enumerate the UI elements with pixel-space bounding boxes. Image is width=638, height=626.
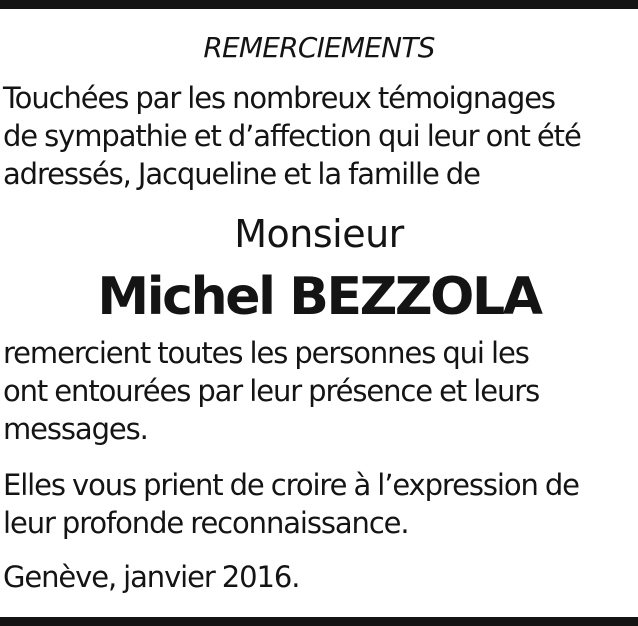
place-and-date: [3, 558, 635, 596]
closing-paragraph: [3, 466, 635, 542]
thanks-line: remercient toutes les personnes qui les: [3, 336, 529, 370]
deceased-name: Michel BEZZOLA: [97, 267, 541, 327]
closing-line: leur profonde reconnaissance.: [3, 506, 409, 540]
honorific: Monsieur: [234, 212, 404, 256]
closing-line: Elles vous prient de croire à l’expression de: [3, 468, 579, 502]
intro-line: de sympathie et d’affection qui leur ont été: [3, 119, 581, 153]
thanks-paragraph: [3, 334, 635, 448]
place-date-line: Genève, janvier 2016.: [3, 560, 300, 594]
intro-line: adressés, Jacqueline et la famille de: [3, 157, 480, 191]
thanks-line: ont entourées par leur présence et leurs: [3, 374, 540, 408]
notice-heading: REMERCIEMENTS: [203, 31, 435, 64]
bottom-border-rule: [0, 617, 638, 626]
top-border-rule: [0, 0, 638, 9]
thanks-line: messages.: [3, 412, 148, 446]
intro-line: Touchées par les nombreux témoignages: [3, 81, 555, 115]
intro-paragraph: [3, 79, 635, 193]
